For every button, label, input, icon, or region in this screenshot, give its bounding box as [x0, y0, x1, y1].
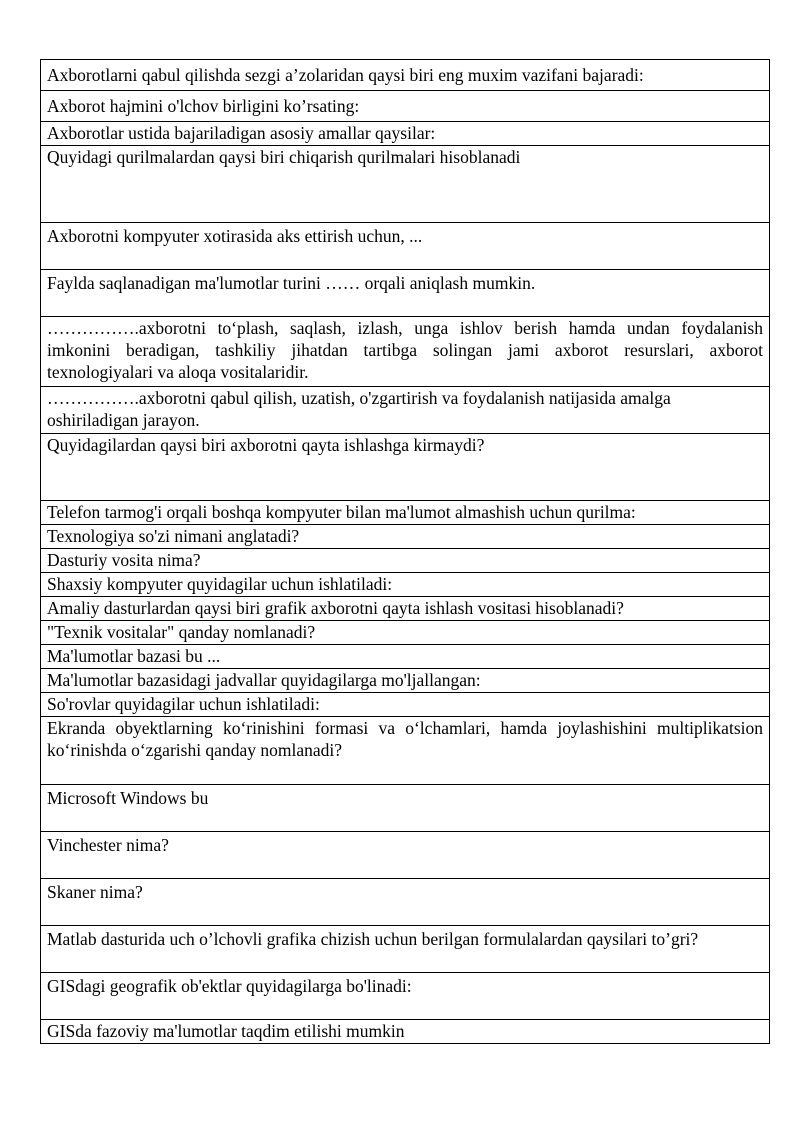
question-cell: Ma'lumotlar bazasi bu ...	[41, 645, 770, 669]
table-row	[41, 973, 770, 1020]
table-row	[41, 832, 770, 879]
table-row	[41, 879, 770, 926]
question-cell: Skaner nima?	[41, 879, 770, 926]
question-cell: Telefon tarmog'i orqali boshqa kompyuter bilan ma'lumot almashish uchun qurilma:	[41, 501, 770, 525]
question-cell: GISda fazoviy ma'lumotlar taqdim etilishi mumkin	[41, 1020, 770, 1044]
question-cell: Amaliy dasturlardan qaysi biri grafik axborotni qayta ishlash vositasi hisoblanadi?	[41, 597, 770, 621]
table-row	[41, 926, 770, 973]
table-row	[41, 1020, 770, 1044]
questions-table	[40, 59, 770, 1044]
table-row	[41, 717, 770, 785]
table-row	[41, 785, 770, 832]
question-cell: …………….axborotni qabul qilish, uzatish, o'zgartirish va foydalanish natijasida amalga oshiriladigan jarayon.	[41, 387, 770, 434]
question-cell: Dasturiy vosita nima?	[41, 549, 770, 573]
table-row	[41, 621, 770, 645]
question-cell: Axborotni kompyuter xotirasida aks ettirish uchun, ...	[41, 223, 770, 270]
table-row	[41, 597, 770, 621]
table-row	[41, 317, 770, 387]
table-row	[41, 270, 770, 317]
question-cell: …………….axborotni to‘plash, saqlash, izlash, unga ishlov berish hamda undan foydalanish imkonini beradigan, tashkiliy jihatdan tartibga solingan jami axborot resurslari, axborot texnologiyalari va aloqa vositalaridir.	[41, 317, 770, 387]
question-cell: Shaxsiy kompyuter quyidagilar uchun ishlatiladi:	[41, 573, 770, 597]
table-row	[41, 223, 770, 270]
table-row	[41, 434, 770, 501]
question-cell: Quyidagilardan qaysi biri axborotni qayta ishlashga kirmaydi?	[41, 434, 770, 501]
table-row	[41, 549, 770, 573]
table-row	[41, 525, 770, 549]
question-cell: Ma'lumotlar bazasidagi jadvallar quyidagilarga mo'ljallangan:	[41, 669, 770, 693]
table-row	[41, 669, 770, 693]
question-cell: Axborotlarni qabul qilishda sezgi a’zolaridan qaysi biri eng muxim vazifani bajaradi:	[41, 60, 770, 91]
table-row	[41, 573, 770, 597]
question-cell: Microsoft Windows bu	[41, 785, 770, 832]
question-cell: Axborot hajmini o'lchov birligini ko’rsating:	[41, 91, 770, 122]
table-row	[41, 122, 770, 146]
question-cell: Axborotlar ustida bajariladigan asosiy amallar qaysilar:	[41, 122, 770, 146]
question-cell: Vinchester nima?	[41, 832, 770, 879]
question-cell: GISdagi geografik ob'ektlar quyidagilarga bo'linadi:	[41, 973, 770, 1020]
question-cell: Ekranda obyektlarning ko‘rinishini formasi va o‘lchamlari, hamda joylashishini multiplikatsion ko‘rinishda o‘zgarishi qanday nomlanadi?	[41, 717, 770, 785]
question-cell: "Texnik vositalar" qanday nomlanadi?	[41, 621, 770, 645]
table-row	[41, 146, 770, 223]
table-row	[41, 387, 770, 434]
question-cell: Quyidagi qurilmalardan qaysi biri chiqarish qurilmalari hisoblanadi	[41, 146, 770, 223]
table-row	[41, 693, 770, 717]
question-cell: Matlab dasturida uch o’lchovli grafika chizish uchun berilgan formulalardan qaysilari to’gri?	[41, 926, 770, 973]
table-row	[41, 60, 770, 91]
table-row	[41, 91, 770, 122]
table-row	[41, 645, 770, 669]
table-row	[41, 501, 770, 525]
question-cell: Texnologiya so'zi nimani anglatadi?	[41, 525, 770, 549]
question-cell: So'rovlar quyidagilar uchun ishlatiladi:	[41, 693, 770, 717]
question-cell: Faylda saqlanadigan ma'lumotlar turini …… orqali aniqlash mumkin.	[41, 270, 770, 317]
